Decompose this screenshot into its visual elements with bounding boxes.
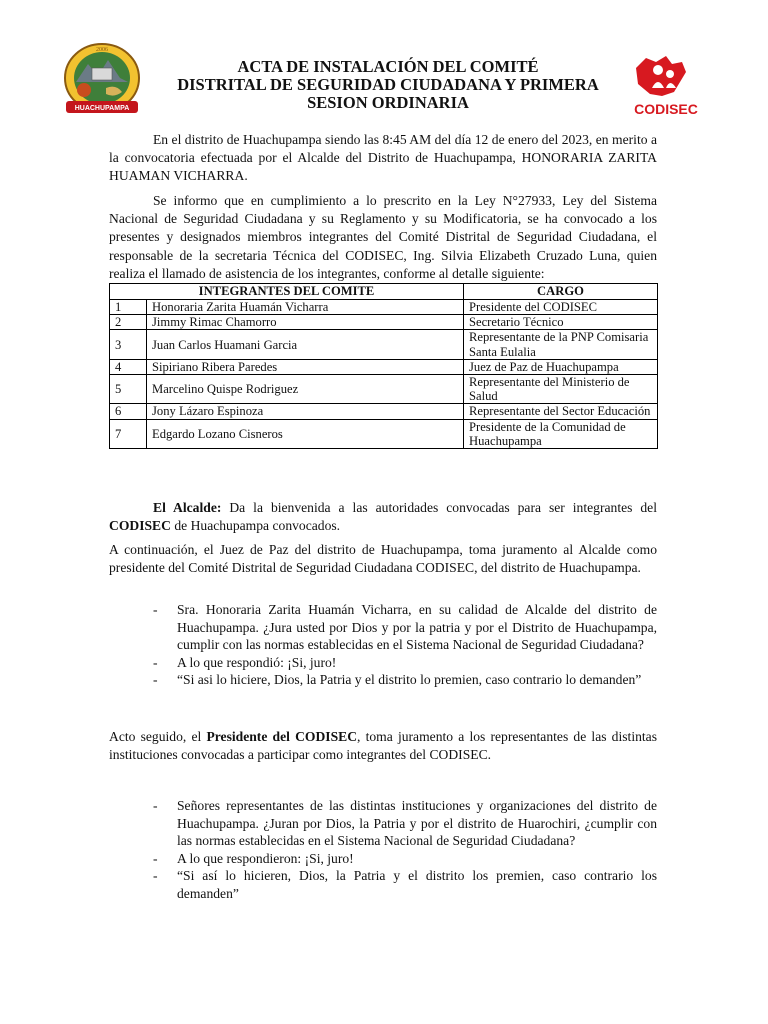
list-item: - A lo que respondieron: ¡Si, juro!	[153, 850, 354, 866]
member-name: Juan Carlos Huamani Garcia	[147, 330, 464, 359]
list-item: - Señores representantes de las distintas instituciones y organizaciones del distrito de Huachupampa. ¿Juran por Dios, la Patria y por el distrito de Huarochiri, ¿cumplir con las normas establecidas en el Sistema Nacional de Seguridad Ciudadana?	[153, 798, 657, 849]
member-name: Sipiriano Ribera Paredes	[147, 359, 464, 374]
table-row	[110, 359, 658, 374]
members-table	[109, 283, 658, 449]
president-oath-paragraph: Acto seguido, el Presidente del CODISEC, toma juramento a los representantes de las distintas instituciones convocadas a participar como integrantes del CODISEC.	[109, 729, 658, 763]
huachupampa-seal-logo	[62, 42, 142, 118]
mayor-oath-list	[153, 601, 657, 689]
row-number: 5	[110, 375, 147, 404]
member-name: Jony Lázaro Espinoza	[147, 404, 464, 419]
member-role: Presidente del CODISEC	[464, 300, 658, 315]
title-line-1: ACTA DE INSTALACIÓN DEL COMITÉ	[237, 57, 539, 76]
member-role: Juez de Paz de Huachupampa	[464, 359, 658, 374]
mayor-welcome-paragraph: El Alcalde: Da la bienvenida a las autoridades convocadas para ser integrantes del CODISEC de Huachupampa convocados.	[109, 500, 657, 534]
row-number: 7	[110, 419, 147, 448]
table-row	[110, 315, 658, 330]
member-name: Honoraria Zarita Huamán Vicharra	[147, 300, 464, 315]
member-role: Secretario Técnico	[464, 315, 658, 330]
row-number: 2	[110, 315, 147, 330]
mayor-label: El Alcalde:	[153, 500, 222, 515]
list-item: - Sra. Honoraria Zarita Huamán Vicharra, en su calidad de Alcalde del distrito de Huachupampa. ¿Jura usted por Dios y por la patria y por el Distrito de Huachupampa, cumplir con las normas establecidas en el Sistema Nacional de Seguridad Ciudadana?	[153, 602, 657, 653]
svg-text:HUACHUPAMPA: HUACHUPAMPA	[74, 105, 130, 112]
member-role: Presidente de la Comunidad de Huachupampa	[464, 419, 658, 448]
row-number: 4	[110, 359, 147, 374]
member-role: Representante de la PNP Comisaria Santa Eulalia	[464, 330, 658, 359]
table-row	[110, 419, 658, 448]
intro-paragraph: En el distrito de Huachupampa siendo las 8:45 AM del día 12 de enero del 2023, en merito a la convocatoria efectuada por el Alcalde del Distrito de Huachupampa, HONORARIA ZARITA HUAMAN VICHARRA.	[109, 132, 657, 184]
table-row	[110, 300, 658, 315]
list-item: - A lo que respondió: ¡Si, juro!	[153, 654, 337, 670]
member-name: Jimmy Rimac Chamorro	[147, 315, 464, 330]
president-bold: Presidente del CODISEC	[206, 729, 358, 744]
header-cargo: CARGO	[464, 284, 658, 300]
svg-text:CODISEC: CODISEC	[634, 101, 698, 117]
member-name: Marcelino Quispe Rodriguez	[147, 375, 464, 404]
member-role: Representante del Sector Educación	[464, 404, 658, 419]
row-number: 1	[110, 300, 147, 315]
header-integrantes: INTEGRANTES DEL COMITE	[110, 284, 464, 300]
row-number: 6	[110, 404, 147, 419]
list-item: - “Si asi lo hiciere, Dios, la Patria y el distrito lo premien, caso contrario lo demanden”	[153, 672, 642, 688]
table-row	[110, 330, 658, 359]
row-number: 3	[110, 330, 147, 359]
table-row	[110, 375, 658, 404]
convocation-paragraph: Se informo que en cumplimiento a lo prescrito en la Ley N°27933, Ley del Sistema Nacional de Seguridad Ciudadana y su Reglamento y su Modificatoria, se ha convocado a los presentes y designados miembros integrantes del Comité Distrital de Seguridad Ciudadana, el responsable de la secretaria Técnica del CODISEC, Ing. Silvia Elizabeth Cruzado Luna, quien realiza el llamado de asistencia de los integrantes, conforme al detalle siguiente:	[109, 193, 657, 281]
representatives-oath-list	[153, 797, 657, 903]
list-item: - “Si así lo hicieren, Dios, la Patria y el distrito los premien, caso contrario los demanden”	[153, 868, 657, 901]
table-header-row	[110, 284, 658, 300]
member-name: Edgardo Lozano Cisneros	[147, 419, 464, 448]
codisec-bold: CODISEC	[109, 518, 171, 534]
codisec-logo	[626, 48, 710, 122]
judge-oath-paragraph: A continuación, el Juez de Paz del distrito de Huachupampa, toma juramento al Alcalde como presidente del Comité Distrital de Seguridad Ciudadana CODISEC, del distrito de Huachupampa.	[109, 542, 657, 576]
member-role: Representante del Ministerio de Salud	[464, 375, 658, 404]
table-row	[110, 404, 658, 419]
svg-text:2006: 2006	[96, 47, 108, 53]
title-line-2: DISTRITAL DE SEGURIDAD CIUDADANA Y PRIMERA	[177, 75, 599, 94]
title-line-3: SESION ORDINARIA	[307, 93, 469, 112]
document-title	[140, 58, 636, 112]
